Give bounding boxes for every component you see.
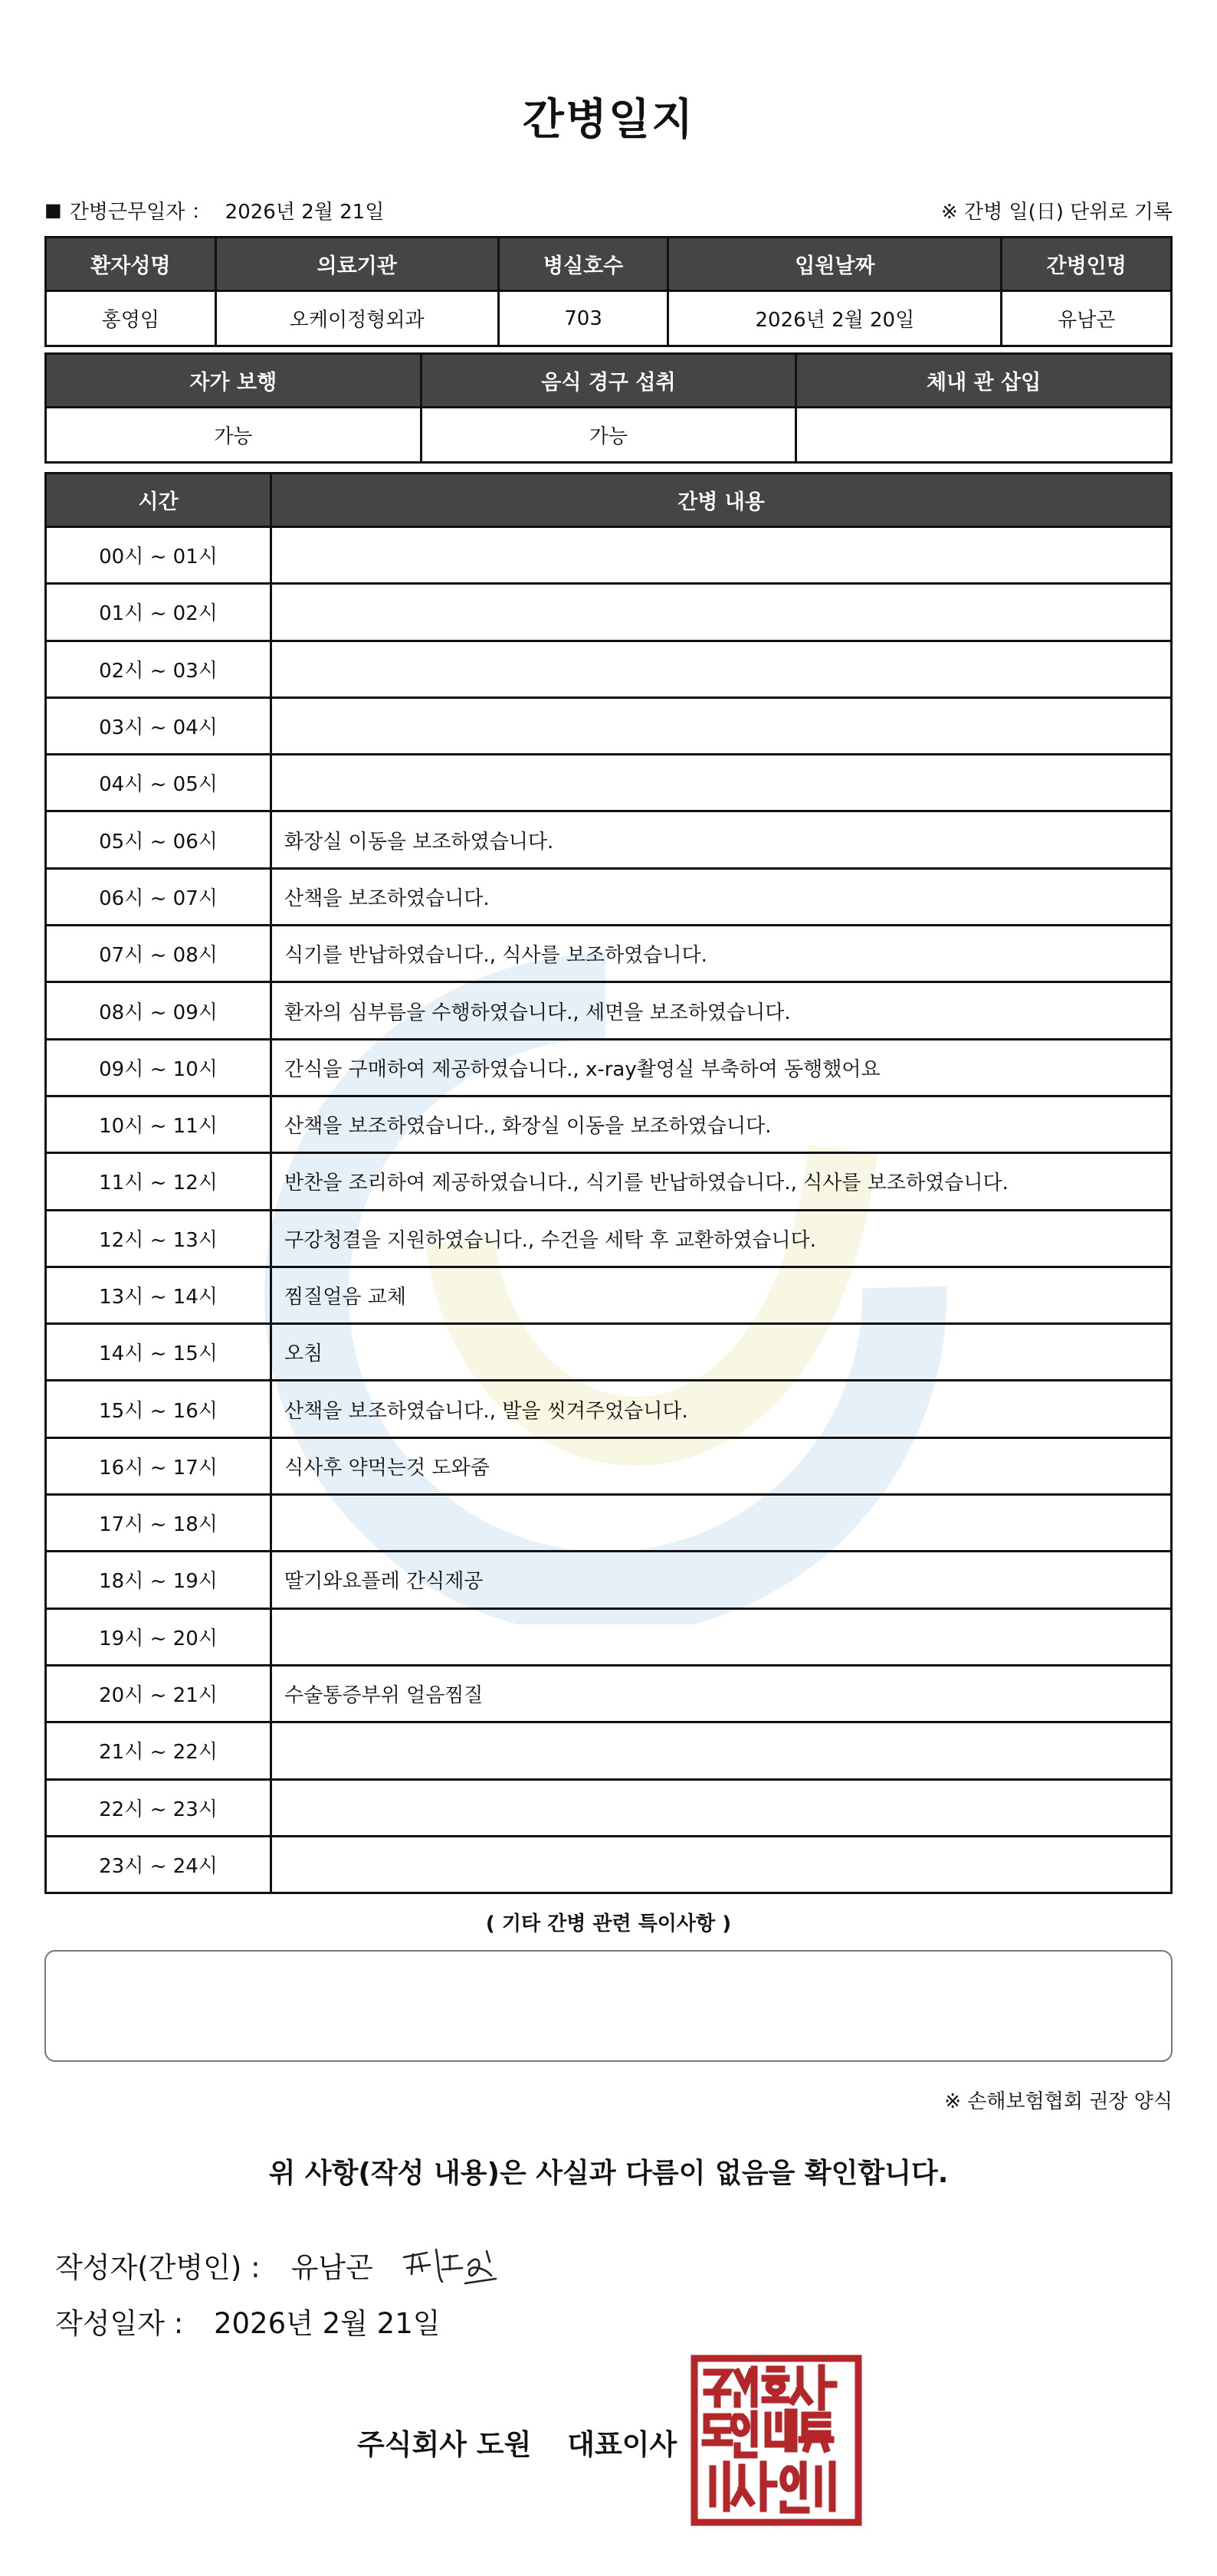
work-date-value: 2026년 2월 21일 bbox=[225, 200, 385, 224]
log-content-cell: 식기를 반납하였습니다., 식사를 보조하였습니다. bbox=[271, 926, 1172, 982]
log-content-cell bbox=[271, 755, 1172, 811]
log-time-cell: 16시 ~ 17시 bbox=[46, 1437, 271, 1494]
patient-table-value-row bbox=[46, 291, 1172, 346]
log-time-cell: 07시 ~ 08시 bbox=[46, 926, 271, 982]
log-content-cell bbox=[271, 697, 1172, 754]
log-time-cell: 12시 ~ 13시 bbox=[46, 1210, 271, 1267]
patient-status-table bbox=[44, 352, 1173, 464]
header-oral-intake: 음식 경구 섭취 bbox=[421, 354, 796, 408]
log-content-cell: 구강청결을 지원하였습니다., 수건을 세탁 후 교환하였습니다. bbox=[271, 1210, 1172, 1267]
tube-insertion-value bbox=[796, 408, 1172, 463]
info-line bbox=[44, 196, 1173, 224]
special-notes-title: ( 기타 간병 관련 특이사항 ) bbox=[485, 1912, 732, 1935]
work-date-label: 간병근무일자 ： bbox=[69, 200, 212, 224]
log-content-cell: 반찬을 조리하여 제공하였습니다., 식기를 반납하였습니다., 식사를 보조하였습니다. bbox=[271, 1153, 1172, 1210]
log-content-cell bbox=[271, 1495, 1172, 1552]
log-time-cell: 15시 ~ 16시 bbox=[46, 1381, 271, 1437]
room-number: 703 bbox=[498, 291, 668, 346]
write-date-line bbox=[55, 2300, 441, 2342]
header-care-content: 간병 내용 bbox=[271, 474, 1172, 527]
status-table-header-row bbox=[46, 354, 1172, 408]
log-content-cell: 간식을 구매하여 제공하였습니다., x-ray촬영실 부축하여 동행했어요 bbox=[271, 1039, 1172, 1096]
writer-label: 작성자(간병인) : bbox=[55, 2251, 261, 2284]
log-time-cell: 19시 ~ 20시 bbox=[46, 1608, 271, 1665]
patient-info-table bbox=[44, 236, 1173, 347]
write-date-label: 작성일자 : bbox=[55, 2307, 184, 2340]
log-content-cell bbox=[271, 1722, 1172, 1779]
log-content-cell: 딸기와요플레 간식제공 bbox=[271, 1552, 1172, 1608]
log-time-cell: 11시 ~ 12시 bbox=[46, 1153, 271, 1210]
log-row bbox=[46, 641, 1172, 697]
log-content-cell: 찜질얼음 교체 bbox=[271, 1267, 1172, 1323]
log-content-cell bbox=[271, 584, 1172, 641]
log-time-cell: 18시 ~ 19시 bbox=[46, 1552, 271, 1608]
log-row bbox=[46, 811, 1172, 868]
log-row bbox=[46, 1153, 1172, 1210]
log-time-cell: 23시 ~ 24시 bbox=[46, 1836, 271, 1893]
log-content-cell bbox=[271, 1836, 1172, 1893]
log-time-cell: 01시 ~ 02시 bbox=[46, 584, 271, 641]
log-row bbox=[46, 755, 1172, 811]
log-time-cell: 04시 ~ 05시 bbox=[46, 755, 271, 811]
log-row bbox=[46, 697, 1172, 754]
log-row bbox=[46, 584, 1172, 641]
confirmation-statement: 위 사항(작성 내용)은 사실과 다름이 없음을 확인합니다. bbox=[268, 2158, 949, 2189]
log-time-cell: 06시 ~ 07시 bbox=[46, 868, 271, 925]
header-room-number: 병실호수 bbox=[498, 238, 668, 291]
recommend-note: ※ 손해보험협회 권장 양식 bbox=[944, 2090, 1173, 2113]
header-hospital: 의료기관 bbox=[215, 238, 498, 291]
square-bullet-icon: ■ bbox=[44, 199, 62, 221]
log-time-cell: 14시 ~ 15시 bbox=[46, 1324, 271, 1381]
log-time-cell: 22시 ~ 23시 bbox=[46, 1779, 271, 1836]
header-tube-insertion: 체내 관 삽입 bbox=[796, 354, 1172, 408]
header-patient-name: 환자성명 bbox=[46, 238, 216, 291]
ceo-label: 대표이사 bbox=[567, 2428, 677, 2461]
log-row bbox=[46, 1665, 1172, 1722]
log-row bbox=[46, 1608, 1172, 1665]
record-unit-note: ※ 간병 일(日) 단위로 기록 bbox=[940, 200, 1173, 224]
self-walking-value: 가능 bbox=[46, 408, 422, 463]
log-content-cell bbox=[271, 641, 1172, 697]
log-row bbox=[46, 1495, 1172, 1552]
log-time-cell: 03시 ~ 04시 bbox=[46, 697, 271, 754]
care-log-table bbox=[44, 472, 1173, 1894]
log-time-cell: 09시 ~ 10시 bbox=[46, 1039, 271, 1096]
log-time-cell: 21시 ~ 22시 bbox=[46, 1722, 271, 1779]
log-time-cell: 08시 ~ 09시 bbox=[46, 982, 271, 1039]
log-row bbox=[46, 868, 1172, 925]
log-row bbox=[46, 1552, 1172, 1608]
log-content-cell bbox=[271, 527, 1172, 584]
log-row bbox=[46, 1722, 1172, 1779]
log-content-cell: 산책을 보조하였습니다., 발을 씻겨주었습니다. bbox=[271, 1381, 1172, 1437]
log-row bbox=[46, 527, 1172, 584]
writer-name: 유남곤 bbox=[290, 2251, 373, 2284]
log-content-cell: 오침 bbox=[271, 1324, 1172, 1381]
log-content-cell: 수술통증부위 얼음찜질 bbox=[271, 1665, 1172, 1722]
log-row bbox=[46, 1836, 1172, 1893]
log-content-cell: 식사후 약먹는것 도와줌 bbox=[271, 1437, 1172, 1494]
log-row bbox=[46, 1437, 1172, 1494]
log-content-cell bbox=[271, 1608, 1172, 1665]
header-caregiver-name: 간병인명 bbox=[1002, 238, 1172, 291]
company-line bbox=[357, 2421, 677, 2463]
log-row bbox=[46, 1210, 1172, 1267]
log-time-cell: 10시 ~ 11시 bbox=[46, 1096, 271, 1152]
log-time-cell: 17시 ~ 18시 bbox=[46, 1495, 271, 1552]
log-row bbox=[46, 982, 1172, 1039]
log-content-cell bbox=[271, 1779, 1172, 1836]
log-row bbox=[46, 1381, 1172, 1437]
log-row bbox=[46, 1267, 1172, 1323]
hospital-name: 오케이정형외과 bbox=[215, 291, 498, 346]
log-row bbox=[46, 1096, 1172, 1152]
header-self-walking: 자가 보행 bbox=[46, 354, 422, 408]
log-time-cell: 05시 ~ 06시 bbox=[46, 811, 271, 868]
oral-intake-value: 가능 bbox=[421, 408, 796, 463]
log-table-header-row bbox=[46, 474, 1172, 527]
admission-date: 2026년 2월 20일 bbox=[668, 291, 1002, 346]
log-content-cell: 산책을 보조하였습니다., 화장실 이동을 보조하였습니다. bbox=[271, 1096, 1172, 1152]
handwritten-signature bbox=[396, 2234, 519, 2296]
log-row bbox=[46, 926, 1172, 982]
log-content-cell: 환자의 심부름을 수행하였습니다., 세면을 보조하였습니다. bbox=[271, 982, 1172, 1039]
log-content-cell: 화장실 이동을 보조하였습니다. bbox=[271, 811, 1172, 868]
header-time: 시간 bbox=[46, 474, 271, 527]
special-notes-box bbox=[44, 1950, 1173, 2062]
log-row bbox=[46, 1779, 1172, 1836]
log-row bbox=[46, 1039, 1172, 1096]
caregiver-name: 유남곤 bbox=[1002, 291, 1172, 346]
writer-line bbox=[55, 2234, 519, 2296]
log-time-cell: 02시 ~ 03시 bbox=[46, 641, 271, 697]
log-time-cell: 00시 ~ 01시 bbox=[46, 527, 271, 584]
document-title: 간병일지 bbox=[522, 95, 695, 145]
log-time-cell: 13시 ~ 14시 bbox=[46, 1267, 271, 1323]
header-admission-date: 입원날짜 bbox=[668, 238, 1002, 291]
log-table-body bbox=[46, 527, 1172, 1893]
company-name: 주식회사 도원 bbox=[357, 2428, 532, 2461]
log-row bbox=[46, 1324, 1172, 1381]
status-table-value-row bbox=[46, 408, 1172, 463]
company-seal-stamp bbox=[690, 2354, 863, 2527]
log-content-cell: 산책을 보조하였습니다. bbox=[271, 868, 1172, 925]
log-time-cell: 20시 ~ 21시 bbox=[46, 1665, 271, 1722]
write-date-value: 2026년 2월 21일 bbox=[213, 2307, 441, 2340]
patient-table-header-row bbox=[46, 238, 1172, 291]
patient-name: 홍영임 bbox=[46, 291, 216, 346]
